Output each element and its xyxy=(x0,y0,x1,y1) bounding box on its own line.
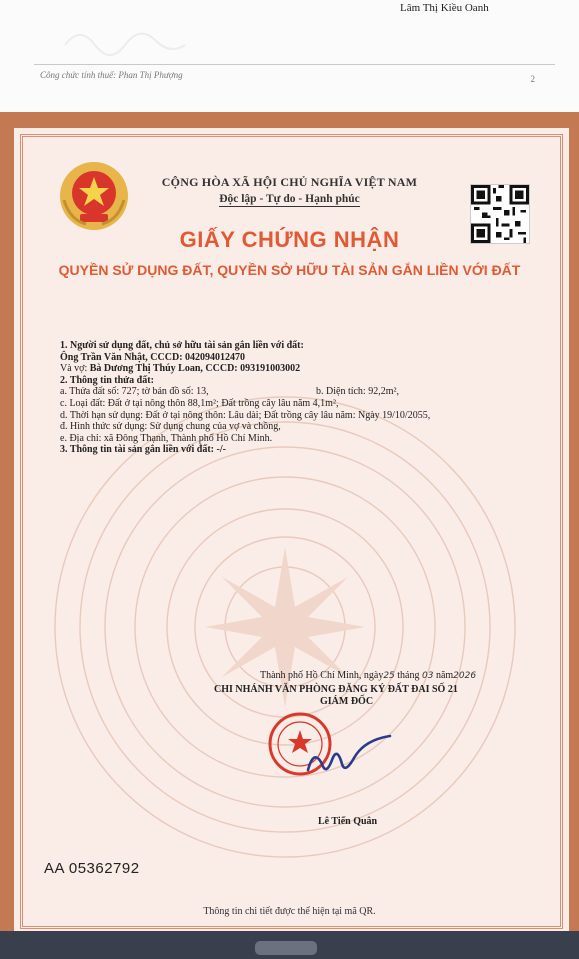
issuing-office: CHI NHÁNH VĂN PHÒNG ĐĂNG KÝ ĐẤT ĐAI SỐ 21 xyxy=(214,684,458,695)
qr-note: Thông tin chi tiết được thể hiện tại mã QR. xyxy=(203,906,376,917)
land-use-certificate xyxy=(0,112,579,959)
tax-officer-label: Công chức tính thuế: Phan Thị Phượng xyxy=(40,70,183,80)
previous-page-signer: Lâm Thị Kiều Oanh xyxy=(400,2,489,14)
issue-date xyxy=(260,670,476,681)
date-month: 03 xyxy=(422,671,434,681)
page-number: 2 xyxy=(530,74,535,84)
national-motto xyxy=(0,193,579,205)
date-city: Thành phố Hồ Chí Minh, ngày xyxy=(260,670,384,681)
plot-row xyxy=(60,386,530,398)
section3-line: 3. Thông tin tài sản gắn liền với đất: -/- xyxy=(60,444,226,456)
motto-text: Độc lập - Tự do - Hạnh phúc xyxy=(219,193,360,205)
handwritten-signature xyxy=(300,730,400,790)
land-type-line: c. Loại đất: Đất ở tại nông thôn 88,1m²; Đất trồng cây lâu năm 4,1m², xyxy=(60,397,339,409)
date-year: 2026 xyxy=(453,671,477,681)
republic-heading: CỘNG HÒA XÃ HỘI CHỦ NGHĨA VIỆT NAM xyxy=(161,175,418,189)
section2-heading: 2. Thông tin thửa đất: xyxy=(60,374,154,386)
section1-heading: 1. Người sử dụng đất, chủ sở hữu tài sản gắn liền với đất: xyxy=(60,340,304,351)
date-month-label: tháng xyxy=(397,670,420,681)
usage-form-line: đ. Hình thức sử dụng: Sử dụng chung của vợ và chồng, xyxy=(60,421,281,433)
spouse-name: Bà Dương Thị Thúy Loan, CCCD: 093191003002 xyxy=(89,363,301,375)
signer-name: Lê Tiến Quân xyxy=(318,816,378,827)
date-day: 25 xyxy=(383,671,395,681)
address-line: e. Địa chỉ: xã Đông Thạnh, Thành phố Hồ Chí Minh. xyxy=(60,432,273,444)
previous-page xyxy=(0,0,579,112)
plot-number-line: a. Thửa đất số: 727; tờ bản đồ số: 13, xyxy=(60,386,209,398)
bronze-drum-watermark xyxy=(30,392,540,862)
faded-handwriting xyxy=(60,20,200,60)
certificate-subtitle: QUYỀN SỬ DỤNG ĐẤT, QUYỀN SỞ HỮU TÀI SẢN GẮN LIỀN VỚI ĐẤT xyxy=(58,262,521,278)
owner-line: Ông Trần Văn Nhật, CCCD: 042094012470 xyxy=(60,351,246,363)
certificate-title: GIẤY CHỨNG NHẬN xyxy=(179,227,400,252)
divider xyxy=(34,64,555,65)
area-line: b. Diện tích: 92,2m², xyxy=(316,386,399,398)
spouse-line xyxy=(60,363,530,375)
binder-tab xyxy=(255,941,317,955)
serial-number: AA 05362792 xyxy=(44,860,140,877)
certificate-content xyxy=(60,340,530,456)
date-year-label: năm xyxy=(435,670,454,681)
term-line: d. Thời hạn sử dụng: Đất ở tại nông thôn: Lâu dài; Đất trồng cây lâu năm: Ngày 19/10/2055, xyxy=(60,409,431,421)
signer-role: GIÁM ĐỐC xyxy=(320,696,374,707)
spouse-prefix: Và vợ: xyxy=(60,363,90,375)
